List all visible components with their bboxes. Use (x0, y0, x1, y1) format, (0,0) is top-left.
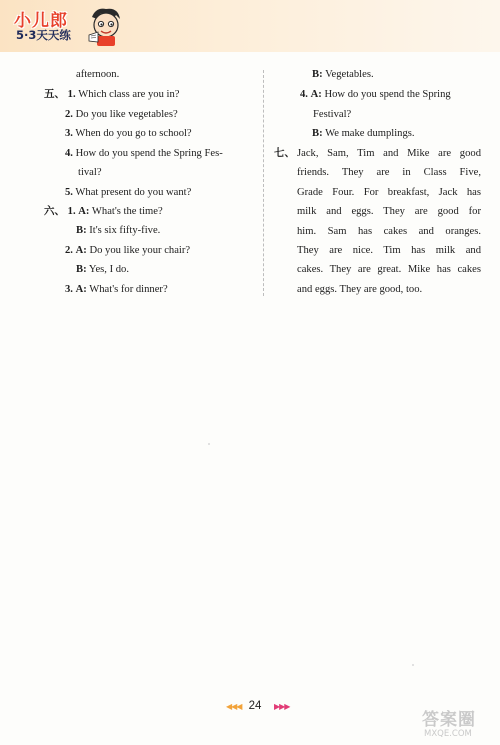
answer-text: Which class are you in? (78, 89, 180, 100)
paragraph-line: friends. They are in Class Five, (297, 167, 481, 179)
scan-dot (208, 443, 210, 445)
answer-text: Vegetables. (325, 69, 374, 80)
answer-line (65, 244, 190, 257)
column-divider (263, 70, 264, 296)
answer-text: How do you spend the Spring Fes- (75, 148, 223, 159)
item-number: 2. (65, 109, 73, 120)
answer-text: How do you spend the Spring (324, 89, 451, 100)
watermark-text: 答案圈 (422, 710, 476, 730)
section-marker: 六、 (44, 205, 65, 217)
answer-text: What's the time? (91, 206, 163, 217)
answer-text: What present do you want? (75, 187, 192, 198)
answer-text: We make dumplings. (325, 128, 415, 139)
section-marker: 七、 (274, 147, 295, 159)
answer-text: tival? (78, 167, 102, 178)
speaker-label: B: (76, 264, 87, 275)
speaker-label: A: (75, 284, 87, 295)
paragraph-line: They are nice. Tim has milk and (297, 245, 481, 256)
answer-line (65, 127, 192, 140)
answer-line (65, 186, 191, 199)
answer-line (65, 108, 178, 121)
answer-line (312, 68, 374, 81)
item-number: 1. (67, 206, 76, 217)
answer-text: Yes, I do. (88, 264, 129, 275)
item-number: 3. (65, 284, 73, 295)
scan-dot (412, 664, 414, 666)
paragraph-line: and eggs. They are good, too. (297, 283, 423, 295)
answer-text: It's six fifty-five. (89, 225, 161, 236)
item-number: 4. (300, 89, 308, 100)
answer-line (313, 108, 351, 121)
item-number: 2. (65, 245, 73, 256)
paragraph-line: Jack, Sam, Tim and Mike are good (297, 148, 481, 159)
answer-text: Do you like your chair? (89, 245, 191, 256)
page-number: 24 (248, 700, 262, 712)
paragraph-line: Grade Four. For breakfast, Jack has (297, 186, 481, 198)
answer-line (78, 166, 102, 179)
brand-title: 小儿郎 (14, 11, 68, 31)
paragraph-line: him. Sam has cakes and oranges. (297, 225, 481, 237)
series-name: 5·3天天练 (16, 28, 71, 42)
mascot-icon (86, 5, 126, 47)
answer-line (65, 283, 168, 296)
brand-logo (8, 5, 126, 45)
answer-line (65, 147, 223, 160)
speaker-label: B: (312, 69, 323, 80)
prev-arrows-icon: ◀◀◀ (226, 702, 242, 711)
answer-line (44, 88, 179, 101)
answer-line (76, 224, 160, 237)
answer-line (44, 205, 163, 218)
item-number: 5. (65, 187, 73, 198)
speaker-label: B: (312, 128, 323, 139)
answer-text: afternoon. (76, 69, 120, 80)
speaker-label: A: (75, 245, 87, 256)
next-arrows-icon: ▶▶▶ (274, 702, 290, 711)
section-marker: 五、 (44, 88, 65, 100)
answer-text: When do you go to school? (75, 128, 192, 139)
paragraph-line: cakes. They are great. Mike has cakes (297, 264, 481, 276)
paragraph-line: milk and eggs. They are good for (297, 206, 481, 218)
item-number: 3. (65, 128, 73, 139)
item-number: 4. (65, 148, 73, 159)
answer-text: Festival? (313, 109, 352, 120)
answer-text: What's for dinner? (89, 284, 168, 295)
speaker-label: B: (76, 225, 87, 236)
answer-line (76, 68, 119, 81)
watermark-url: MXQE.COM (424, 729, 472, 739)
answer-text: Do you like vegetables? (75, 109, 178, 120)
answer-line (312, 127, 415, 140)
speaker-label: A: (78, 206, 90, 217)
answer-line (300, 88, 451, 101)
watermark-logo (418, 703, 498, 743)
answer-line (76, 263, 129, 276)
speaker-label: A: (310, 89, 322, 100)
item-number: 1. (67, 89, 76, 100)
